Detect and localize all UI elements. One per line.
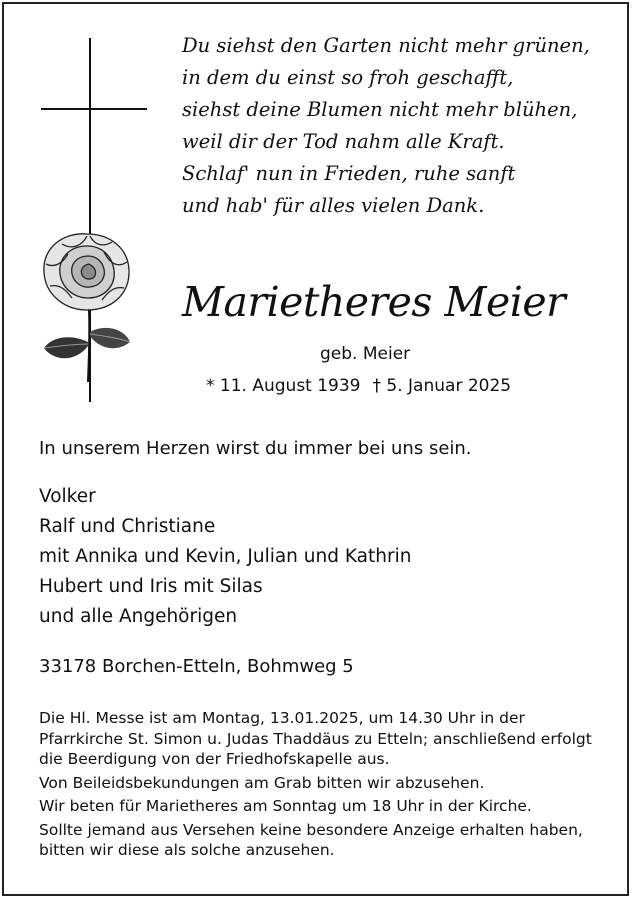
mourner-line: mit Annika und Kevin, Julian und Kathrin [39,546,412,567]
address: 33178 Borchen-Etteln, Bohmweg 5 [39,656,354,677]
notice-paragraph: Die Hl. Messe ist am Montag, 13.01.2025, um 14.30 Uhr in der Pfarrkirche St. Simon u. Judas Thaddäus zu Etteln; anschließend erfolgt die Beerdigung von der Friedhofskapelle aus. [39,709,592,768]
poem-line: weil dir der Tod nahm alle Kraft. [182,130,505,153]
poem-line: in dem du einst so froh geschafft, [182,66,514,89]
obituary-card [2,2,629,896]
rose-icon [32,224,142,384]
life-dates [206,376,511,396]
born-name: geb. Meier [320,344,411,364]
motto: In unserem Herzen wirst du immer bei uns sein. [39,438,472,459]
mourner-line: Volker [39,486,96,507]
mourners-list [39,482,411,632]
poem-line: siehst deine Blumen nicht mehr blühen, [182,98,578,121]
notice-paragraph: Von Beileidsbekundungen am Grab bitten wir abzusehen. [39,773,485,792]
mourner-line: Ralf und Christiane [39,516,216,537]
deceased-name: Marietheres Meier [182,278,566,326]
cross-horizontal-bar [41,108,147,110]
poem [182,30,622,222]
notice-paragraph: Sollte jemand aus Versehen keine besondere Anzeige erhalten haben, bitten wir diese als solche anzusehen. [39,820,583,859]
poem-line: Schlaf' nun in Frieden, ruhe sanft [182,162,516,185]
poem-line: Du siehst den Garten nicht mehr grünen, [182,34,590,57]
death-date: † 5. Januar 2025 [372,376,512,396]
notice-paragraph: Wir beten für Marietheres am Sonntag um 18 Uhr in der Kirche. [39,797,532,815]
mourner-line: Hubert und Iris mit Silas [39,576,263,597]
birth-date: * 11. August 1939 [206,376,361,396]
notices [39,708,611,864]
poem-line: und hab' für alles vielen Dank. [182,194,485,217]
mourner-line: und alle Angehörigen [39,606,238,627]
